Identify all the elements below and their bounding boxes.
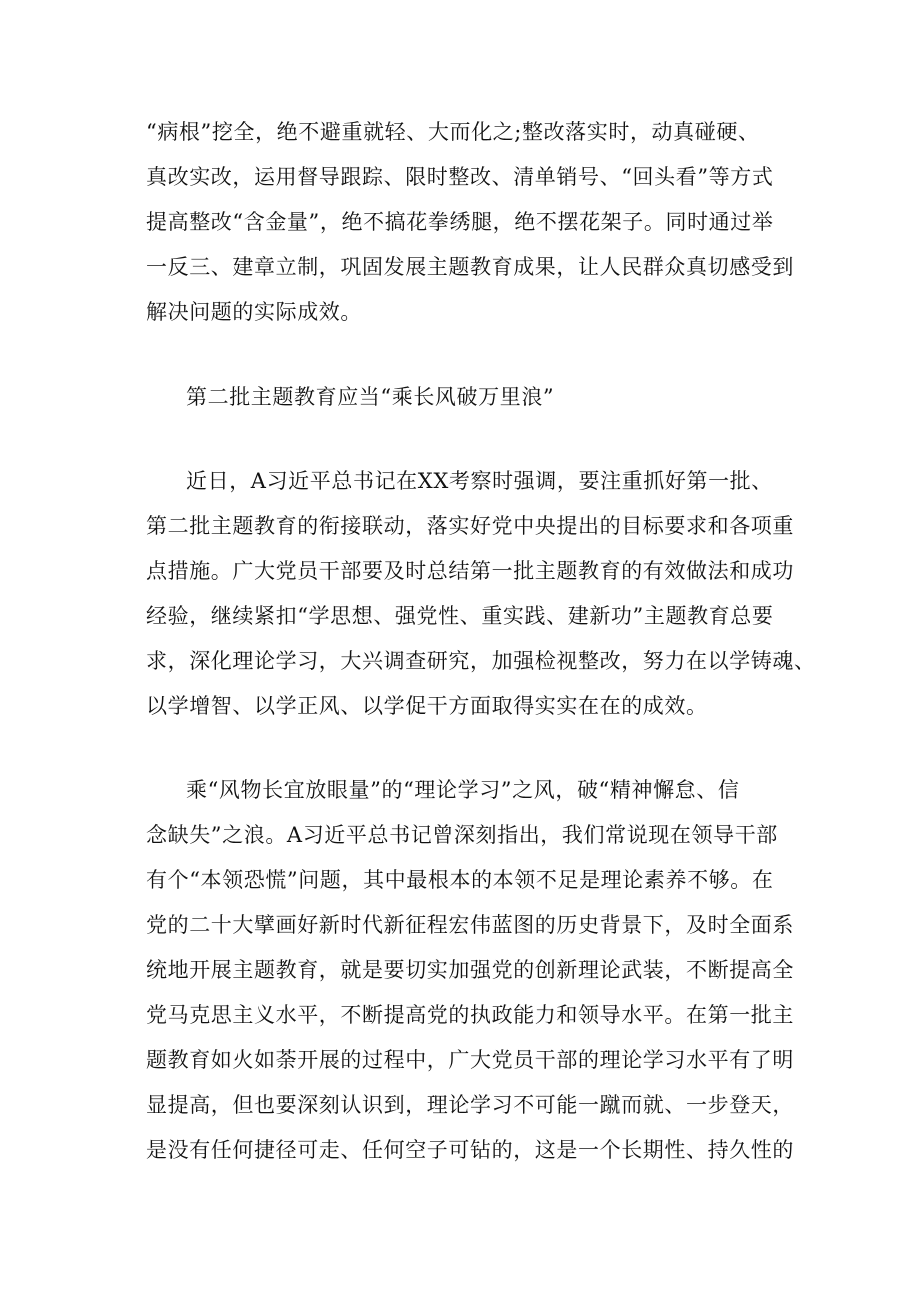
text-line: 求，深化理论学习，大兴调查研究，加强检视整改，努力在以学铸魂、 — [146, 649, 816, 673]
text-line: 党马克思主义水平，不断提高党的执政能力和领导水平。在第一批主 — [146, 1003, 794, 1027]
text-line: 显提高，但也要深刻认识到，理论学习不可能一蹴而就、一步登天， — [146, 1093, 794, 1117]
text-line: 念缺失”之浪。A习近平总书记曾深刻指出，我们常说现在领导干部 — [146, 823, 778, 847]
text-line: 统地开展主题教育，就是要切实加强党的创新理论武装，不断提高全 — [146, 958, 794, 982]
text-line: 第二批主题教育的衔接联动，落实好党中央提出的目标要求和各项重 — [146, 514, 794, 538]
text-line: 党的二十大擘画好新时代新征程宏伟蓝图的历史背景下，及时全面系 — [146, 913, 794, 937]
text-line: 近日，A习近平总书记在XX考察时强调，要注重抓好第一批、 — [186, 469, 773, 493]
text-line: 提高整改“含金量”，绝不搞花拳绣腿，绝不摆花架子。同时通过举 — [146, 210, 774, 234]
text-line: 一反三、建章立制，巩固发展主题教育成果，让人民群众真切感受到 — [146, 255, 794, 279]
text-line: 解决问题的实际成效。 — [146, 300, 362, 324]
text-line: 点措施。广大党员干部要及时总结第一批主题教育的有效做法和成功 — [146, 559, 794, 583]
text-line: 有个“本领恐慌”问题，其中最根本的本领不足是理论素养不够。在 — [146, 868, 774, 892]
text-line: 是没有任何捷径可走、任何空子可钻的，这是一个长期性、持久性的 — [146, 1138, 794, 1162]
text-line: 题教育如火如荼开展的过程中，广大党员干部的理论学习水平有了明 — [146, 1048, 794, 1072]
text-line: 乘“风物长宜放眼量”的“理论学习”之风，破“精神懈怠、信 — [186, 778, 740, 802]
text-line: 真改实改，运用督导跟踪、限时整改、清单销号、“回头看”等方式 — [146, 165, 774, 189]
section-heading: 第二批主题教育应当“乘长风破万里浪” — [186, 385, 555, 409]
text-line: “病根”挖全，绝不避重就轻、大而化之;整改落实时，动真碰硬、 — [146, 120, 760, 144]
text-line: 以学增智、以学正风、以学促干方面取得实实在在的成效。 — [146, 694, 708, 718]
text-line: 经验，继续紧扣“学思想、强党性、重实践、建新功”主题教育总要 — [146, 604, 774, 628]
